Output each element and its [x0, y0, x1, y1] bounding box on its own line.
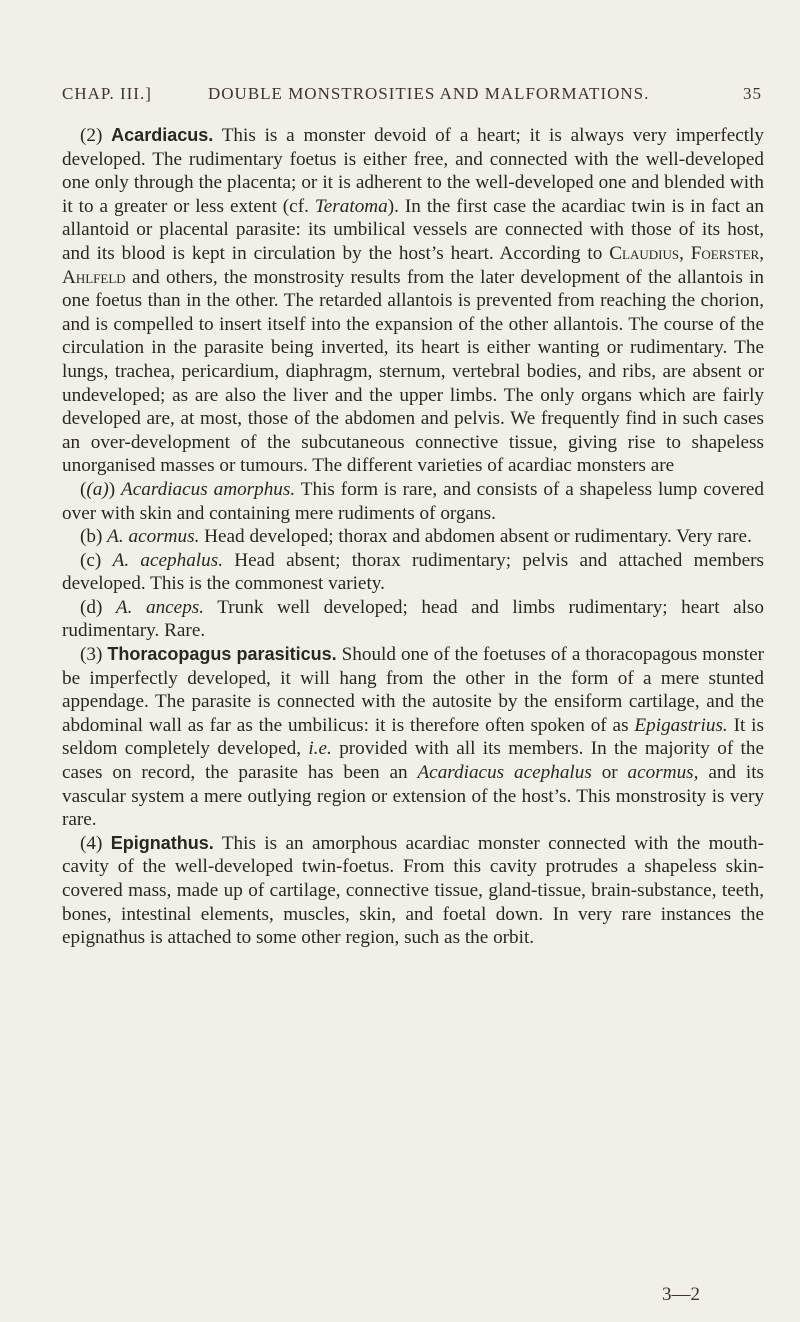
variety-b: (b) A. acormus. Head developed; thorax and abdomen absent or rudimentary. Very rare. [80, 526, 752, 548]
variety-c: (c) A. acephalus. Head absent; thorax rudimentary; pelvis and attached members developed. This is the commonest variety. [62, 549, 765, 595]
variety-name: Acardiacus amorphus. [121, 478, 296, 500]
chapter-label: CHAP. III.] [62, 84, 152, 103]
section-heading: Acardiacus. [111, 125, 214, 145]
section-heading: Epignathus. [110, 832, 214, 853]
running-title: DOUBLE MONSTROSITIES AND MALFORMATIONS. [208, 84, 650, 103]
variety-d: (d) A. anceps. Trunk well developed; head and limbs rudimentary; heart also rudimentary. Rare. [62, 596, 764, 642]
section-heading: Thoracopagus parasiticus. [107, 644, 337, 665]
page-number: 35 [743, 84, 762, 103]
signature-mark: 3—2 [662, 1284, 700, 1305]
variety-name: A. anceps. [115, 596, 205, 618]
page-body [62, 124, 764, 950]
running-header [62, 84, 762, 110]
variety-name: A. acephalus. [112, 549, 223, 571]
paragraph-thoracopagus: (3) Thoracopagus parasiticus. Should one of the foetuses of a thoracopagous monster be imperfectly developed, it will hang from the other in the form of a mere stunted appendage. The parasite is connected with the autosite by the ensiform cartilage, and the abdominal wall as far as the umbilicus: it is therefore often spoken of as Epigastrius. It is seldom completely developed, i.e. provided with all its members. In the majority of the cases on record, the parasite has been an Acardiacus acephalus or acormus, and its vascular system a mere outlying region or extension of the host’s. This monstrosity is very rare. [62, 644, 765, 831]
variety-name: A. acormus. [107, 526, 200, 548]
paragraph-epignathus: (4) Epignathus. This is an amorphous acardiac monster connected with the mouth-cavity of the well-developed twin-foetus. From this cavity protrudes a shapeless skin-covered mass, made up of cartilage, connective tissue, gland-tissue, brain-substance, teeth, bones, intestinal elements, muscles, skin, and foetal down. In very rare instances the epignathus is attached to some other region, such as the orbit. [62, 832, 765, 949]
paragraph-acardiacus: (2) Acardiacus. This is a monster devoid of a heart; it is always very imperfectly developed. The rudimentary foetus is either free, and connected with the well-developed one only through the placenta; or it is adherent to the well-developed one and blended with it to a greater or less extent (cf. Teratoma). In the first case the acardiac twin is in fact an allantoid or placental parasite: its umbilical vessels are connected with those of its host, and its blood is kept in circulation by the host’s heart. According to Claudius, Foerster, Ahlfeld and others, the monstrosity results from the later development of the allantois in one foetus than in the other. The retarded allantois is prevented from reaching the chorion, and is compelled to insert itself into the expansion of the other allantois. The course of the circulation in the parasite being inverted, its heart is either wanting or rudimentary. The lungs, trachea, pericardium, diaphragm, sternum, vertebral bodies, and ribs, are absent or undeveloped; as are also the liver and the upper limbs. The only organs which are fairly developed are, at most, those of the abdomen and pelvis. We frequently find in such cases an over-development of the subcutaneous connective tissue, giving rise to shapeless unorganised masses or tumours. The different varieties of acardiac monsters are [62, 125, 765, 477]
variety-a: ((a)) Acardiacus amorphus. This form is rare, and consists of a shapeless lump covered over with skin and containing mere rudiments of organs. [62, 478, 764, 524]
